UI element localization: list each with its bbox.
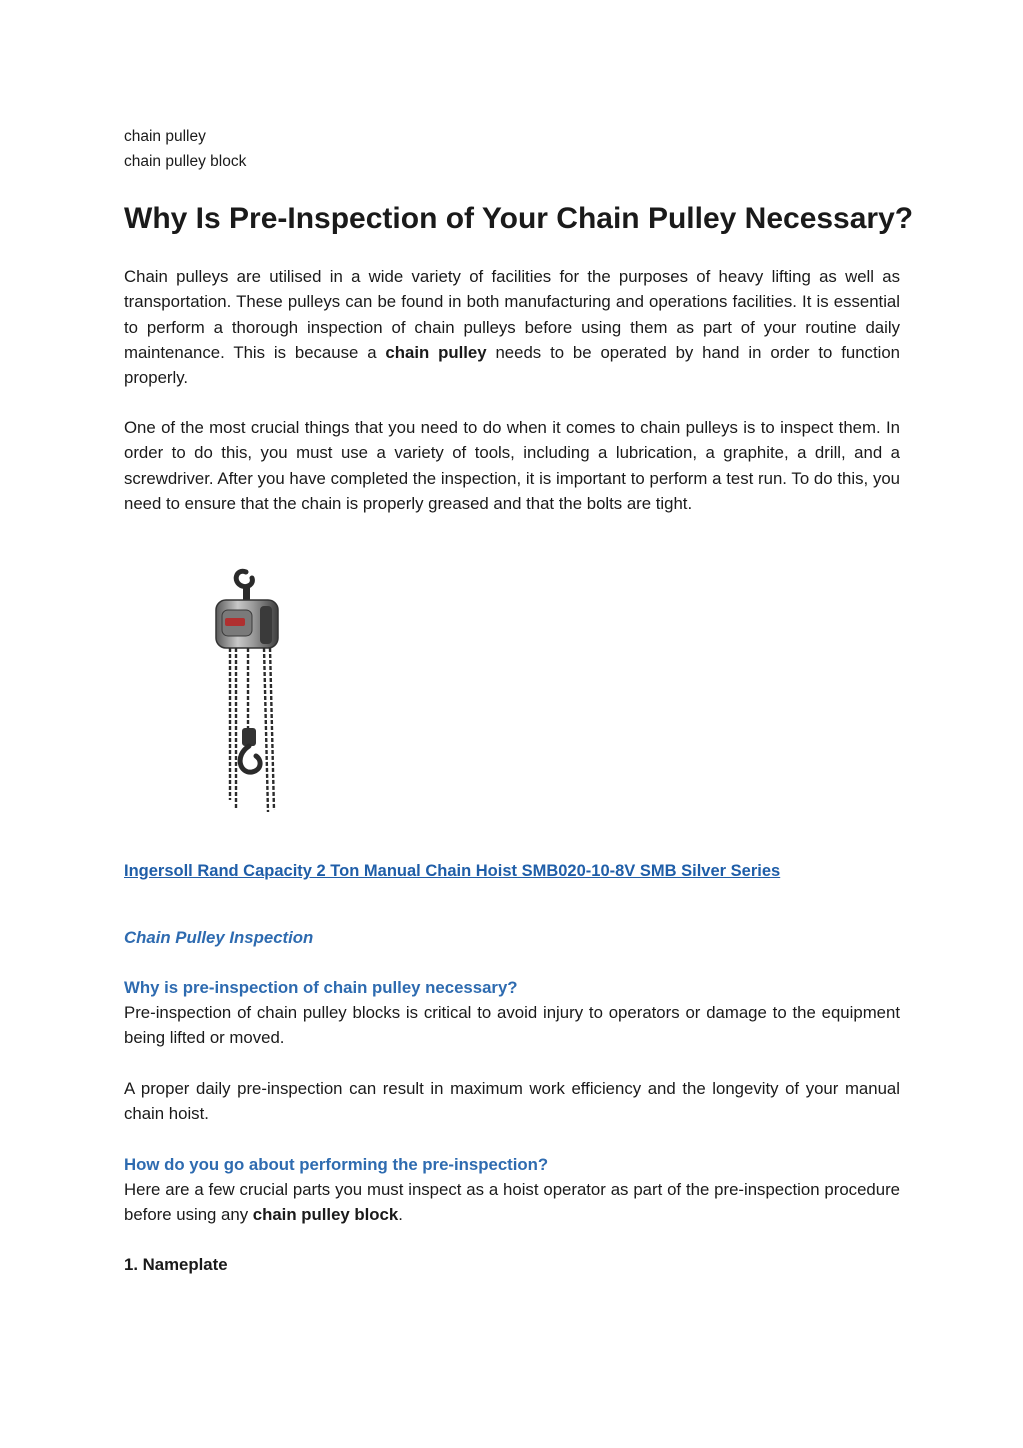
nameplate-heading: 1. Nameplate [124,1255,228,1274]
tag-list [124,124,246,174]
question-heading-1: Why is pre-inspection of chain pulley necessary? [124,978,518,997]
intro-text-after: needs to be operated by hand in order to function properly. [124,342,900,388]
intro-text-before: Chain pulleys are utilised in a wide variety of facilities for the purposes of heavy lifting as well as transportation. These pulleys can be found in both manufacturing and operations facilities. It is essential to perform a thorough inspection of chain pulleys before using them as part of your routine daily maintenance. This is because a [124,267,900,362]
answer-paragraph-1b: A proper daily pre-inspection can result in maximum work efficiency and the longevity of your manual chain hoist. [124,1079,900,1124]
answer-paragraph-2 [124,1177,900,1228]
inspection-paragraph: One of the most crucial things that you need to do when it comes to chain pulleys is to inspect them. In order to do this, you must use a variety of tools, including a lubrication, a graphite, a drill, and a screwdriver. After you have completed the inspection, it is important to perform a test run. To do this, you need to ensure that the chain is properly greased and that the bolts are tight. [124,418,900,513]
answer2-text-after: . [398,1205,403,1225]
answer2-text-before: Here are a few crucial parts you must inspect as a hoist operator as part of the pre-inspection procedure before using any [124,1180,900,1225]
answer-paragraph-1: Pre-inspection of chain pulley blocks is critical to avoid injury to operators or damage to the equipment being lifted or moved. [124,1003,900,1048]
chain-hoist-illustration [124,560,376,818]
tag-chain-pulley-block: chain pulley block [124,153,247,170]
product-link[interactable]: Ingersoll Rand Capacity 2 Ton Manual Chain Hoist SMB020-10-8V SMB Silver Series [124,862,781,880]
intro-paragraph [124,264,900,390]
tag-chain-pulley: chain pulley [124,128,206,145]
chain-hoist-image [124,560,376,818]
question-heading-2: How do you go about performing the pre-inspection? [124,1155,549,1174]
answer2-bold-keyword: chain pulley block [252,1205,399,1225]
page-title: Why Is Pre-Inspection of Your Chain Pulley Necessary? [124,202,914,235]
section-heading: Chain Pulley Inspection [124,928,314,947]
intro-bold-keyword: chain pulley [385,342,487,362]
